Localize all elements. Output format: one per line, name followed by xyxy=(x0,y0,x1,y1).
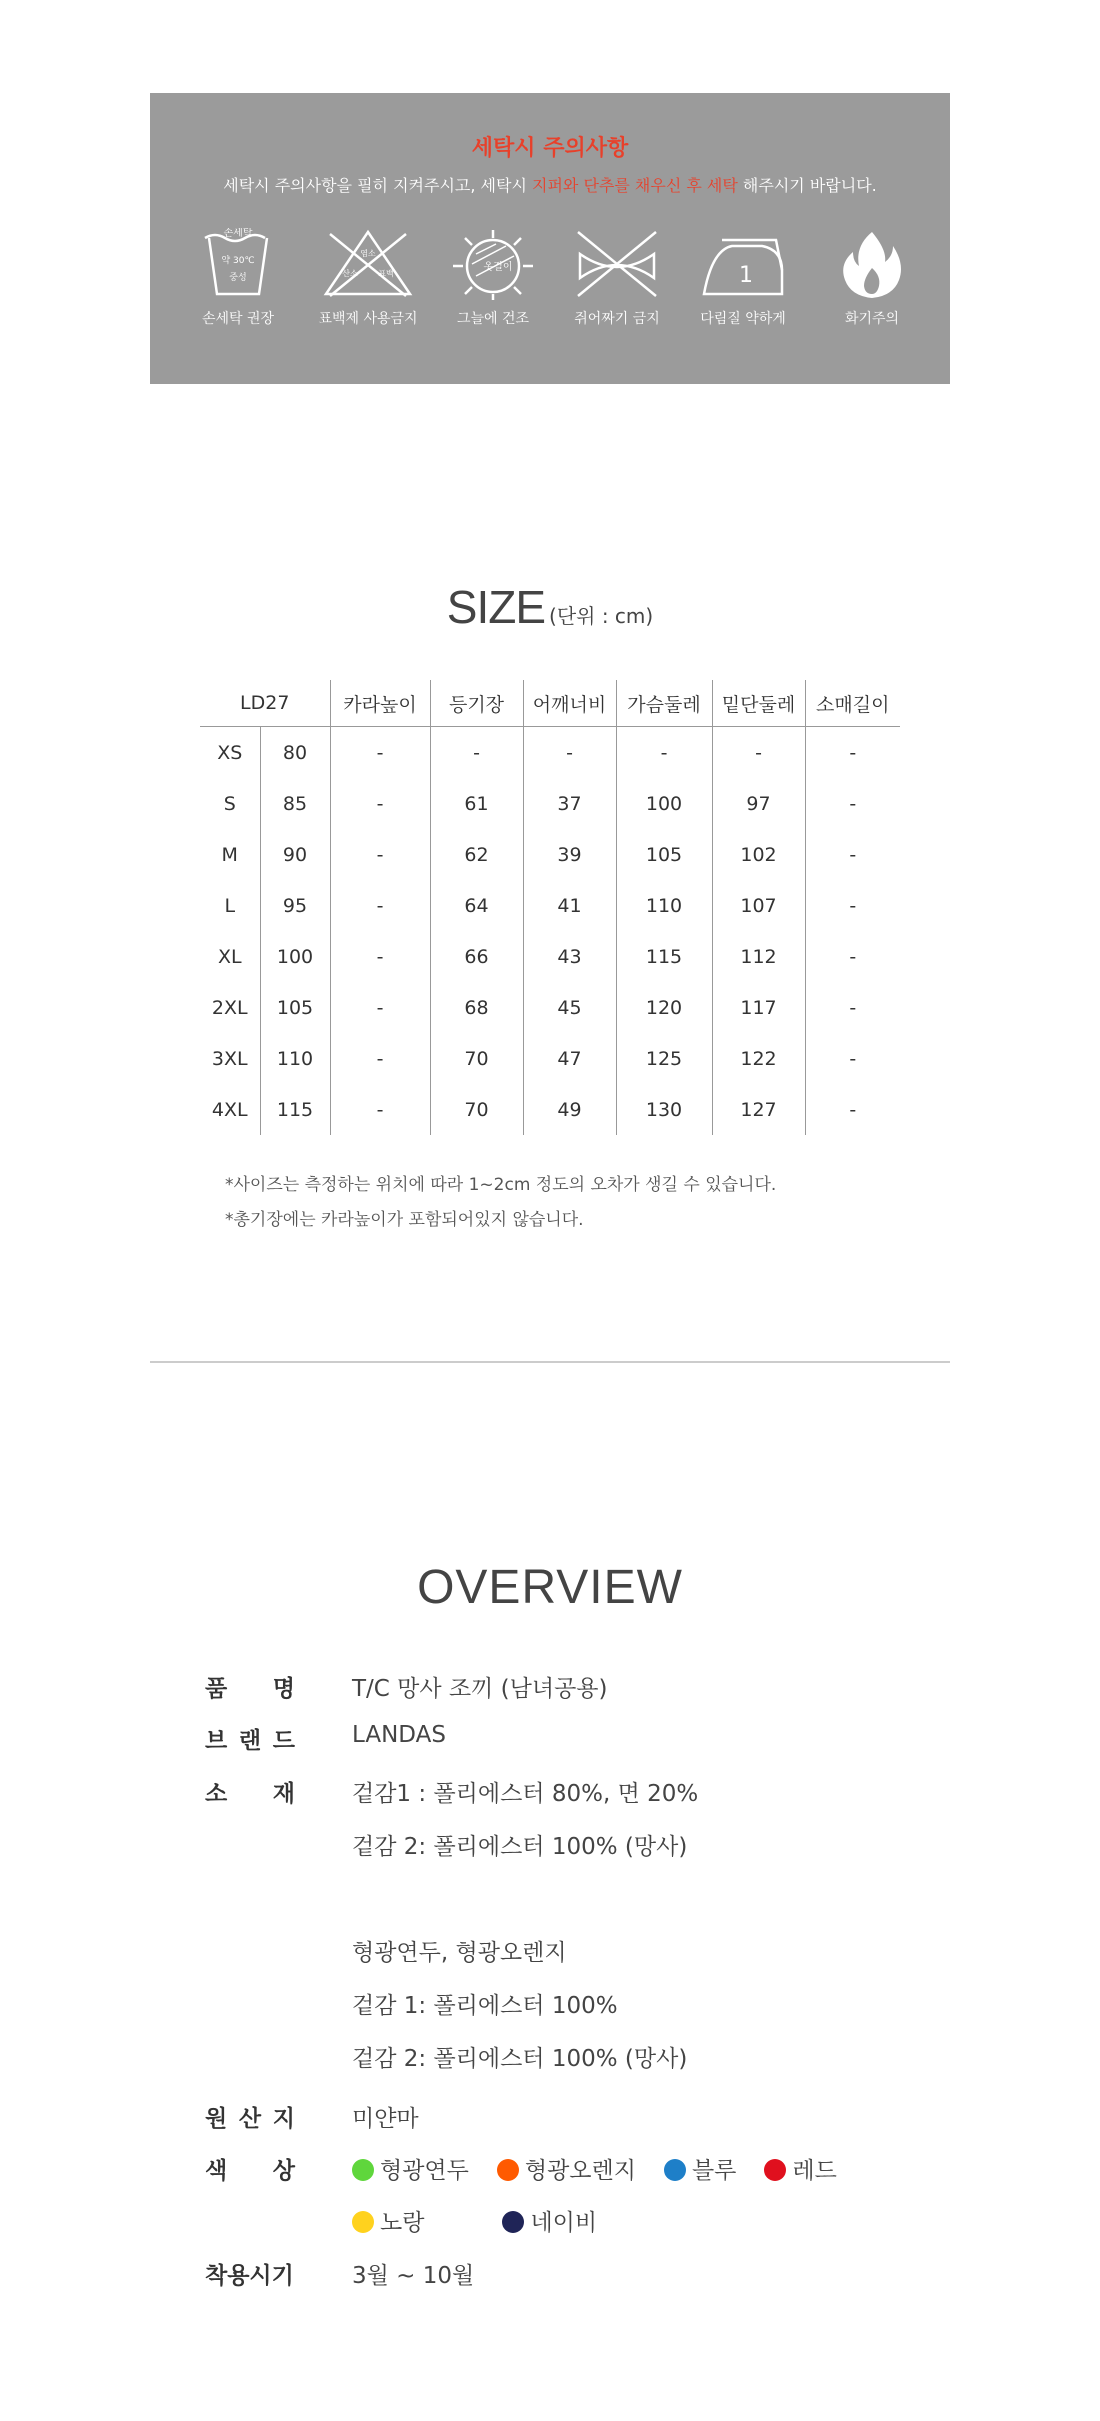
value-cell: 49 xyxy=(523,1084,616,1135)
code-cell: 105 xyxy=(260,982,330,1033)
value-cell: 37 xyxy=(523,778,616,829)
value-cell: 61 xyxy=(430,778,523,829)
material-line: 형광연두, 형광오렌지 xyxy=(352,1940,567,1966)
col-header-hem: 밑단둘레 xyxy=(712,680,805,727)
size-title: SIZE xyxy=(446,581,546,633)
size-cell: S xyxy=(223,792,236,815)
value-cell: 105 xyxy=(616,829,712,880)
hand-wash-icon xyxy=(203,228,273,300)
size-table-header xyxy=(200,680,900,727)
table-row xyxy=(200,778,900,829)
value-cell: 62 xyxy=(430,829,523,880)
size-cell: L xyxy=(224,894,236,917)
color-name: 형광오렌지 xyxy=(524,2158,636,2184)
value-cell: 47 xyxy=(523,1033,616,1084)
color-dot xyxy=(502,2211,524,2233)
size-model-header: LD27 xyxy=(200,680,330,727)
col-header-shoulder: 어깨너비 xyxy=(523,680,616,727)
value-cell: 70 xyxy=(430,1033,523,1084)
col-header-collar: 카라높이 xyxy=(330,680,430,727)
size-cell: M xyxy=(221,843,238,866)
care-item-iron-low xyxy=(683,228,803,328)
color-swatch-item xyxy=(664,2152,736,2185)
color-label: 색 상 xyxy=(205,2158,295,2184)
color-dot xyxy=(352,2159,374,2181)
value-cell: - xyxy=(805,931,900,982)
material-line: 겉감 1: 폴리에스터 100% xyxy=(352,1993,618,2019)
value-cell: 125 xyxy=(616,1033,712,1084)
value-cell: 107 xyxy=(712,880,805,931)
table-row xyxy=(200,982,900,1033)
value-cell: 127 xyxy=(712,1084,805,1135)
size-note: *총기장에는 카라높이가 포함되어있지 않습니다. xyxy=(225,1210,584,1230)
size-cell: XL xyxy=(217,945,242,968)
value-cell: 120 xyxy=(616,982,712,1033)
code-cell: 110 xyxy=(260,1033,330,1084)
color-name: 블루 xyxy=(691,2158,737,2184)
value-cell: - xyxy=(330,880,430,931)
material-line: 겉감1 : 폴리에스터 80%, 면 20% xyxy=(352,1781,699,1807)
value-cell: - xyxy=(330,1033,430,1084)
size-cell: 2XL xyxy=(211,996,248,1019)
value-cell: - xyxy=(805,778,900,829)
size-cell: 4XL xyxy=(211,1098,248,1121)
value-cell: - xyxy=(330,1084,430,1135)
size-cell: XS xyxy=(217,741,243,764)
value-cell: - xyxy=(805,880,900,931)
color-name: 레드 xyxy=(792,2158,837,2184)
table-row xyxy=(200,931,900,982)
origin-label: 원 산 지 xyxy=(205,2106,295,2132)
care-icons-row xyxy=(150,228,950,368)
value-cell: 122 xyxy=(712,1033,805,1084)
value-cell: 100 xyxy=(616,778,712,829)
value-cell: - xyxy=(430,727,523,779)
color-swatch-item xyxy=(352,2204,424,2237)
value-cell: 66 xyxy=(430,931,523,982)
color-name: 노랑 xyxy=(380,2210,425,2236)
value-cell: 130 xyxy=(616,1084,712,1135)
value-cell: 97 xyxy=(712,778,805,829)
overview-title: OVERVIEW xyxy=(417,1561,683,1614)
care-item-no-wring xyxy=(557,228,677,328)
no-bleach-icon-text-2: 산소 xyxy=(342,269,358,278)
hand-wash-icon-text-2: 약 30℃ xyxy=(221,256,255,266)
value-cell: - xyxy=(805,982,900,1033)
table-row xyxy=(200,727,900,779)
color-dot xyxy=(352,2211,374,2233)
shade-dry-icon-text: 옷걸이 xyxy=(483,262,513,273)
iron-level-text: 1 xyxy=(739,263,753,288)
value-cell: - xyxy=(330,778,430,829)
color-swatch-item xyxy=(764,2152,836,2185)
size-unit: (단위 : cm) xyxy=(549,604,654,628)
value-cell: - xyxy=(805,1084,900,1135)
care-desc-text: 세탁시 주의사항을 필히 지켜주시고, 세탁시 xyxy=(223,176,532,195)
washing-care-panel xyxy=(150,93,950,384)
code-cell: 115 xyxy=(260,1084,330,1135)
col-header-sleeve: 소매길이 xyxy=(805,680,900,727)
iron-low-icon xyxy=(698,228,788,300)
hand-wash-icon-text-1: 손세탁 xyxy=(223,228,253,239)
care-label-no-bleach: 표백제 사용금지 xyxy=(318,311,418,327)
color-swatch-item xyxy=(352,2152,469,2185)
color-name: 형광연두 xyxy=(380,2158,469,2184)
value-cell: - xyxy=(330,727,430,779)
care-description xyxy=(150,173,950,196)
material-line: 겉감 2: 폴리에스터 100% (망사) xyxy=(352,2046,688,2072)
care-label-flame: 화기주의 xyxy=(844,311,900,327)
material-label: 소 재 xyxy=(205,1781,295,1807)
product-value: T/C 망사 조끼 (남녀공용) xyxy=(352,1676,608,1702)
no-bleach-icon xyxy=(320,228,416,300)
care-title: 세탁시 주의사항 xyxy=(471,136,629,161)
value-cell: 43 xyxy=(523,931,616,982)
no-bleach-icon-text-1: 염소 xyxy=(360,249,376,258)
care-label-no-wring: 쥐어짜기 금지 xyxy=(574,311,660,327)
size-table xyxy=(200,680,900,1135)
care-item-flame xyxy=(812,228,932,328)
value-cell: - xyxy=(805,727,900,779)
value-cell: 112 xyxy=(712,931,805,982)
care-desc-text-end: 해주시기 바랍니다. xyxy=(737,176,877,195)
care-item-shade-dry xyxy=(433,228,553,328)
shade-dry-icon xyxy=(448,228,538,300)
season-label: 착용시기 xyxy=(205,2263,294,2289)
color-dot xyxy=(497,2159,519,2181)
no-bleach-icon-text-3: 표백 xyxy=(378,269,394,278)
color-list xyxy=(352,2152,865,2185)
value-cell: 115 xyxy=(616,931,712,982)
product-label: 품 명 xyxy=(205,1676,295,1702)
table-row xyxy=(200,829,900,880)
color-list-2 xyxy=(352,2204,625,2237)
brand-label: 브 랜 드 xyxy=(205,1728,295,1754)
value-cell: 102 xyxy=(712,829,805,880)
season-value: 3월 ~ 10월 xyxy=(352,2263,475,2289)
care-label-hand-wash: 손세탁 권장 xyxy=(201,311,275,327)
color-name: 네이비 xyxy=(530,2210,598,2236)
material-line: 겉감 2: 폴리에스터 100% (망사) xyxy=(352,1834,688,1860)
code-cell: 90 xyxy=(260,829,330,880)
origin-value: 미얀마 xyxy=(352,2106,419,2132)
color-swatch-item xyxy=(502,2204,597,2237)
value-cell: 64 xyxy=(430,880,523,931)
value-cell: - xyxy=(805,1033,900,1084)
size-note: *사이즈는 측정하는 위치에 따라 1~2cm 정도의 오차가 생길 수 있습니다. xyxy=(225,1175,777,1195)
value-cell: 110 xyxy=(616,880,712,931)
value-cell: 70 xyxy=(430,1084,523,1135)
hand-wash-icon-text-3: 중성 xyxy=(229,273,247,283)
value-cell: - xyxy=(330,829,430,880)
value-cell: 41 xyxy=(523,880,616,931)
section-divider xyxy=(150,1361,950,1363)
table-row xyxy=(200,1084,900,1135)
code-cell: 100 xyxy=(260,931,330,982)
value-cell: - xyxy=(712,727,805,779)
table-row xyxy=(200,1033,900,1084)
code-cell: 95 xyxy=(260,880,330,931)
value-cell: - xyxy=(330,931,430,982)
color-dot xyxy=(664,2159,686,2181)
col-header-chest: 가슴둘레 xyxy=(616,680,712,727)
code-cell: 85 xyxy=(260,778,330,829)
value-cell: - xyxy=(330,982,430,1033)
size-cell: 3XL xyxy=(211,1047,248,1070)
value-cell: 117 xyxy=(712,982,805,1033)
value-cell: - xyxy=(616,727,712,779)
value-cell: 39 xyxy=(523,829,616,880)
care-item-no-bleach xyxy=(308,228,428,328)
care-label-shade-dry: 그늘에 건조 xyxy=(456,311,530,327)
value-cell: - xyxy=(805,829,900,880)
size-notes xyxy=(225,1168,776,1238)
care-desc-highlight: 지퍼와 단추를 채우신 후 세탁 xyxy=(532,176,738,195)
size-heading xyxy=(0,580,1100,634)
color-swatch-item xyxy=(497,2152,636,2185)
care-item-hand-wash xyxy=(178,228,298,328)
care-label-iron-low: 다림질 약하게 xyxy=(700,311,786,327)
brand-value: LANDAS xyxy=(352,1722,446,1748)
flame-icon xyxy=(837,228,907,300)
color-dot xyxy=(764,2159,786,2181)
code-cell: 80 xyxy=(260,727,330,779)
no-wring-icon xyxy=(572,228,662,300)
table-row xyxy=(200,880,900,931)
value-cell: - xyxy=(523,727,616,779)
value-cell: 68 xyxy=(430,982,523,1033)
col-header-back-length: 등기장 xyxy=(430,680,523,727)
value-cell: 45 xyxy=(523,982,616,1033)
